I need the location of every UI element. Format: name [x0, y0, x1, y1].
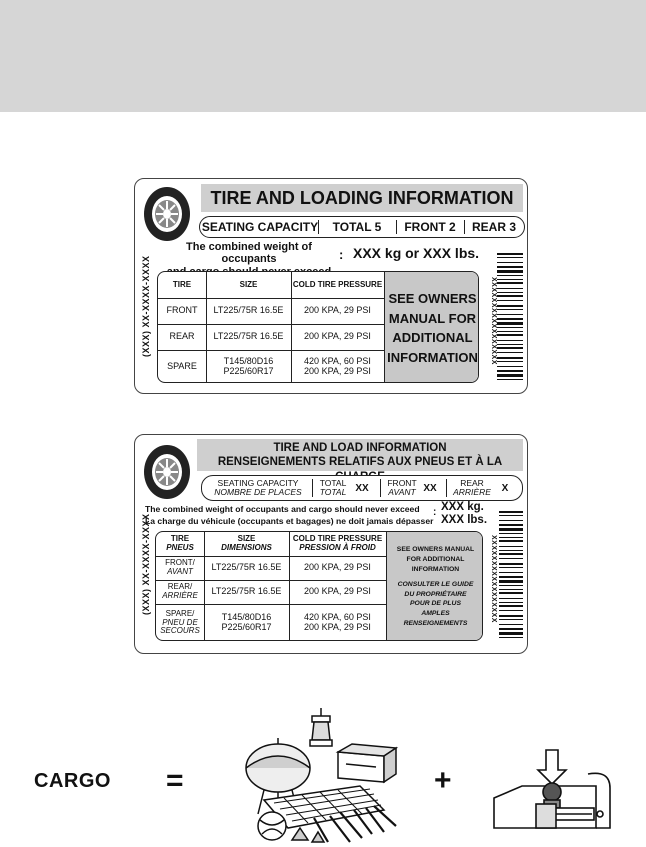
side-code: (XXX) XX-XXXX-XXXX — [141, 255, 151, 357]
seating-total: TOTAL 5 — [332, 220, 382, 234]
row-front-size: LT225/75R 16.5E — [211, 562, 282, 573]
row-spare-tire: SPARE/ PNEU DE SECOURS — [160, 608, 200, 636]
seating-front: FRONT AVANT — [387, 478, 417, 497]
row-rear-pressure: 200 KPA, 29 PSI — [304, 586, 371, 597]
header-size: SIZE — [239, 279, 258, 289]
tire-load-label-bilingual — [134, 434, 528, 654]
tire-table — [157, 271, 479, 383]
barcode-icon — [499, 511, 523, 641]
trailer-hitch-illustration — [492, 748, 616, 834]
label-title-bilingual: TIRE AND LOAD INFORMATION RENSEIGNEMENTS RELATIFS AUX PNEUS ET À LA — [197, 439, 523, 471]
plus-sign: + — [434, 764, 452, 797]
header-tire: TIRE — [172, 279, 192, 289]
row-rear-pressure: 200 KPA, 29 PSI — [304, 331, 371, 342]
seating-rear-value: X — [501, 482, 509, 494]
seating-rear: REAR ARRIÈRE — [453, 478, 491, 497]
weight-value: XXX kg or XXX lbs. — [353, 245, 480, 261]
row-rear-tire: REAR — [169, 331, 195, 342]
seating-total-value: XX — [355, 482, 369, 494]
seating-rear: REAR 3 — [471, 220, 516, 234]
seating-front-value: XX — [423, 482, 437, 494]
barcode-icon — [497, 253, 523, 381]
seating-label: SEATING CAPACITY — [201, 220, 319, 234]
barcode-code: XXXXXXXXXXXXXXXXX — [490, 535, 497, 623]
barcode-code: XXXXXXXXXXXXXXXXX — [490, 277, 497, 365]
cargo-label: CARGO — [34, 770, 111, 792]
weight-statement: The combined weight of occupants and cargo should never exceed La charge du véhicule (occupants et bagages) ne doit jamais dépasser — [145, 504, 434, 526]
row-spare-pressure: 420 KPA, 60 PSI 200 KPA, 29 PSI — [304, 356, 371, 376]
row-front-tire: FRONT/ AVANT — [165, 558, 195, 576]
tire-loading-label — [134, 178, 528, 394]
row-rear-size: LT225/75R 16.5E — [213, 331, 284, 342]
seating-front: FRONT 2 — [404, 220, 456, 234]
header-band — [0, 0, 646, 112]
equals-sign: = — [166, 764, 184, 797]
row-spare-size: T145/80D16 P225/60R17 — [221, 612, 272, 632]
cargo-items-illustration — [234, 706, 404, 846]
label-title: TIRE AND LOADING INFORMATION — [201, 184, 523, 212]
row-front-size: LT225/75R 16.5E — [213, 305, 284, 316]
seating-capacity-row — [201, 475, 523, 501]
tire-table — [155, 531, 483, 641]
see-owners-manual: SEE OWNERS MANUAL FOR ADDITIONAL INFORMATION CONSULTER LE GUIDE DU PROPRIÉTAIRE POUR DE PLUS AMPLES RENSEIGNEMENTS — [387, 532, 483, 641]
weight-colon: : — [433, 507, 437, 518]
header-pressure: COLD TIRE PRESSURE — [292, 279, 383, 289]
row-spare-pressure: 420 KPA, 60 PSI 200 KPA, 29 PSI — [304, 612, 371, 632]
row-spare-tire: SPARE — [167, 361, 197, 372]
row-rear-size: LT225/75R 16.5E — [211, 586, 282, 597]
seating-label: SEATING CAPACITY NOMBRE DE PLACES — [214, 478, 302, 497]
row-front-pressure: 200 KPA, 29 PSI — [304, 562, 371, 573]
seating-capacity-row — [199, 216, 525, 238]
row-front-pressure: 200 KPA, 29 PSI — [304, 305, 371, 316]
weight-statement: The combined weight of occupants — [186, 241, 312, 266]
header-pressure: COLD TIRE PRESSURE PRESSION À FROID — [292, 534, 383, 552]
row-rear-tire: REAR/ ARRIÈRE — [162, 582, 198, 600]
row-front-tire: FRONT — [166, 305, 198, 316]
row-spare-size: T145/80D16 P225/60R17 — [223, 356, 274, 376]
weight-colon: : — [339, 247, 344, 262]
header-size: SIZE DIMENSIONS — [221, 534, 272, 552]
weight-values: XXX kg. XXX lbs. — [441, 501, 488, 527]
seating-total: TOTAL TOTAL — [319, 478, 347, 497]
tire-icon — [141, 185, 193, 243]
side-code: (XXX) XX-XXXX-XXXX — [141, 513, 151, 615]
header-tire: TIRE PNEUS — [166, 534, 194, 552]
see-owners-manual: SEE OWNERS MANUAL FOR ADDITIONAL INFORMATION — [385, 272, 479, 383]
tire-icon — [141, 443, 193, 501]
